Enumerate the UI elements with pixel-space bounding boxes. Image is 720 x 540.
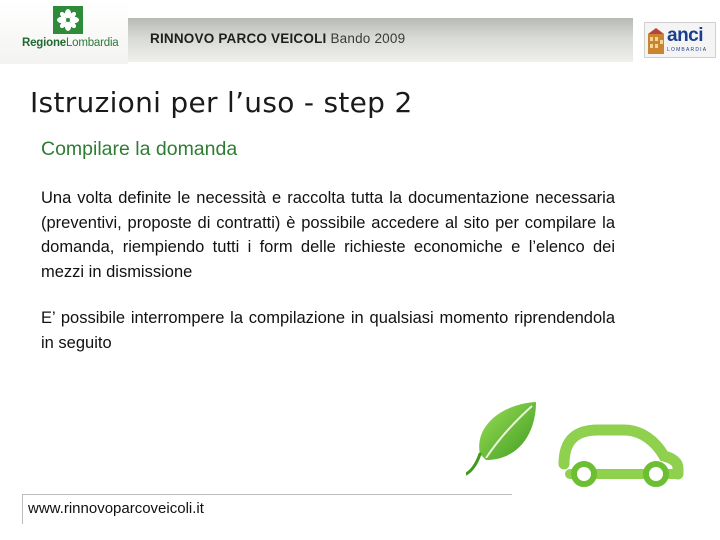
anci-wordmark: anci: [667, 25, 704, 46]
regione-lombardia-rose-icon: [53, 6, 83, 34]
anci-subtext: LOMBARDIA: [667, 47, 708, 53]
header-title-sub: Bando 2009: [330, 31, 406, 46]
anci-lombardia-logo: [644, 22, 716, 58]
regione-lombardia-wordmark-thin: Lombardia: [65, 37, 119, 49]
footer-divider: [22, 494, 512, 495]
header-title: [150, 31, 405, 46]
anci-building-icon: [648, 28, 664, 54]
paragraph-instructions: Una volta definite le necessità e raccolta tutta la documentazione necessaria (preventivi, proposte di contratti) è possibile accedere al sito per compilare la domanda, riempiendo tutti i form delle richieste economiche e l’elenco dei mezzi in dismissione: [41, 189, 615, 281]
footer-website-url: www.rinnovoparcoveicoli.it: [28, 500, 204, 517]
section-subtitle: Compilare la domanda: [41, 138, 238, 160]
paragraph-resume-note: E’ possibile interrompere la compilazione in qualsiasi momento riprendendola in seguito: [41, 309, 615, 352]
regione-lombardia-wordmark: [22, 37, 119, 49]
regione-lombardia-wordmark-bold: Regione: [22, 37, 66, 49]
header-title-main: RINNOVO PARCO VEICOLI: [150, 31, 327, 46]
header: [0, 0, 720, 66]
eco-car-leaf-icon: [466, 380, 686, 495]
regione-lombardia-logo: [0, 0, 128, 64]
footer-divider-vertical: [22, 494, 23, 524]
page-title: Istruzioni per l’uso - step 2: [30, 86, 413, 119]
